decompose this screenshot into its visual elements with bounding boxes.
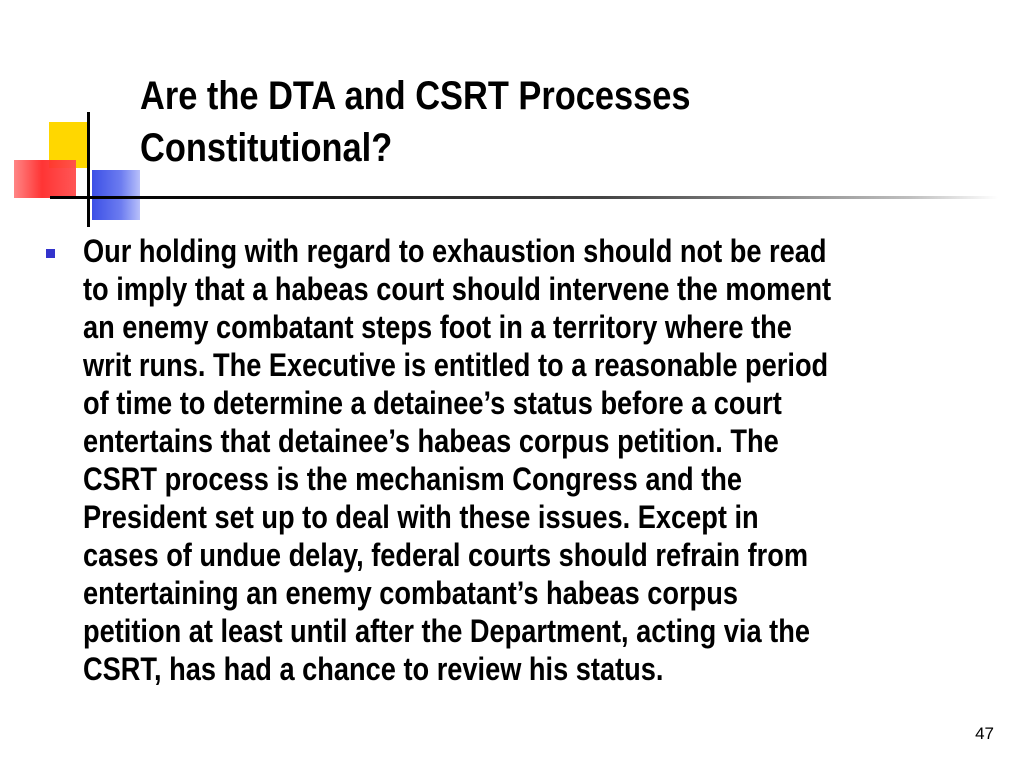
slide-body [42,232,992,688]
red-square-icon [14,160,76,198]
slide-title-line: Are the DTA and CSRT Processes [140,74,691,118]
bullet-text-line: writ runs. The Executive is entitled to a reasonable period [83,347,829,383]
bullet-text-line: entertaining an enemy combatant’s habeas corpus [83,575,738,611]
title-underline-rule [118,196,998,199]
bullet-text-line: cases of undue delay, federal courts should refrain from [83,537,809,573]
slide-title [140,70,871,174]
page-number: 47 [975,724,994,743]
bullet-text-line: President set up to deal with these issues. Except in [83,499,759,535]
bullet-text [83,232,984,688]
square-bullet-icon [46,249,55,258]
logo-vertical-line [87,112,90,227]
slide-title-line: Constitutional? [140,126,393,170]
bullet-text-line: petition at least until after the Department, acting via the [83,613,810,649]
bullet-item [42,232,992,688]
bullet-text-line: CSRT, has had a chance to review his status. [83,651,664,687]
decorative-squares-logo [0,0,150,240]
bullet-text-line: Our holding with regard to exhaustion should not be read [83,233,827,269]
blue-square-icon [92,170,140,220]
bullet-text-line: entertains that detainee’s habeas corpus petition. The [83,423,779,459]
bullet-text-line: CSRT process is the mechanism Congress and the [83,461,743,497]
bullet-text-line: an enemy combatant steps foot in a territory where the [83,309,792,345]
bullet-text-line: of time to determine a detainee’s status before a court [83,385,782,421]
bullet-text-line: to imply that a habeas court should intervene the moment [83,271,832,307]
